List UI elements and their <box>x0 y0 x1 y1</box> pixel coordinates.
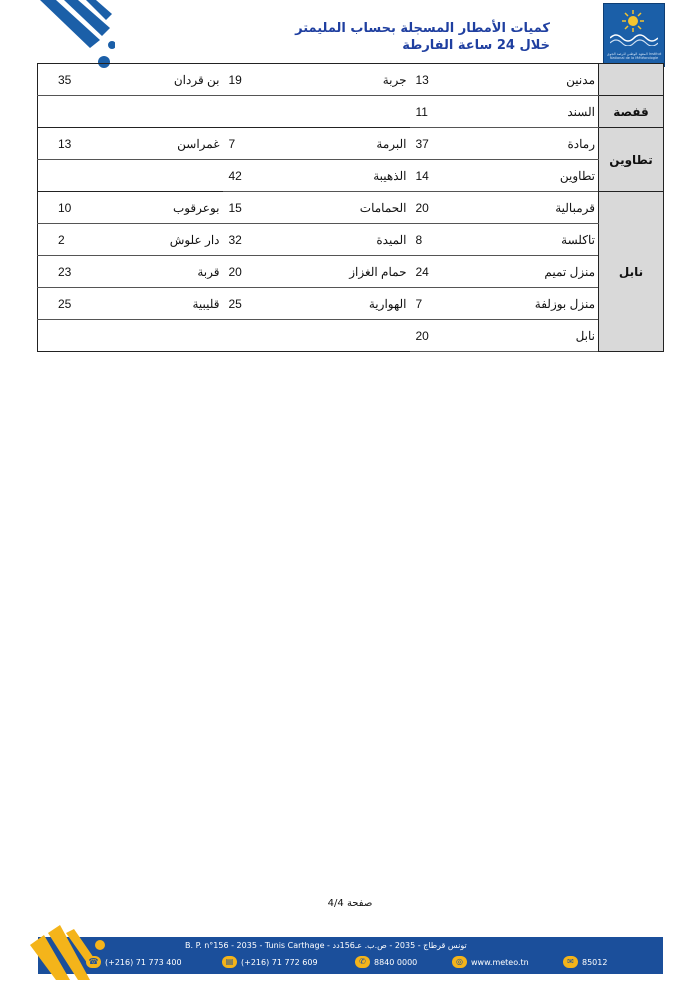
waves-icon <box>610 32 658 46</box>
footer-fax <box>222 955 318 969</box>
station-name: قليبية <box>192 296 220 311</box>
rain-value-cell <box>38 96 78 128</box>
rain-value: 13 <box>415 72 429 87</box>
rain-value: 32 <box>228 232 242 247</box>
rain-value-cell <box>38 320 78 352</box>
logo-caption: المعهد الوطني للرصد الجوي Institut National de la Météorologie <box>606 52 662 60</box>
station-name: السند <box>567 104 595 119</box>
rain-value: 25 <box>228 296 242 311</box>
rain-value-cell <box>410 224 453 256</box>
region-cell: نابل <box>599 192 664 352</box>
rain-value-cell <box>38 288 78 320</box>
rain-value: 20 <box>228 264 242 279</box>
rain-value-cell <box>38 224 78 256</box>
station-name: حمام الغزاز <box>349 264 407 279</box>
rain-value-cell <box>223 192 265 224</box>
station-name-cell <box>265 64 410 96</box>
rain-value: 23 <box>58 264 72 279</box>
station-name: منزل بوزلفة <box>534 296 595 311</box>
sun-icon <box>622 10 644 32</box>
table-row <box>38 224 664 256</box>
rain-value: 11 <box>415 104 428 119</box>
rain-value-cell <box>410 160 453 192</box>
region-cell: تطاوين <box>599 128 664 192</box>
station-name-cell <box>453 256 599 288</box>
rain-value-cell <box>410 192 453 224</box>
footer-decorative-stripes <box>30 925 110 980</box>
sms-icon: ✉ <box>563 956 578 968</box>
station-name-cell <box>453 288 599 320</box>
station-name-cell <box>78 128 223 160</box>
station-name-cell <box>265 256 410 288</box>
rain-value-cell <box>223 96 265 128</box>
station-name-cell <box>453 224 599 256</box>
phone-icon: ☎ <box>86 956 101 968</box>
region-cell: قفصة <box>599 96 664 128</box>
table-row <box>38 192 664 224</box>
station-name-cell <box>78 256 223 288</box>
page-title <box>220 20 550 54</box>
station-name-cell <box>78 160 223 192</box>
sms-number: 85012 <box>582 957 608 967</box>
rain-value-cell <box>38 64 78 96</box>
table-row <box>38 128 664 160</box>
decorative-stripes-logo <box>30 0 115 70</box>
station-name-cell <box>265 192 410 224</box>
station-name: الحمامات <box>359 200 407 215</box>
station-name: البرمة <box>376 136 407 151</box>
rain-value-cell <box>223 160 265 192</box>
rain-value-cell <box>38 128 78 160</box>
station-name: بوعرقوب <box>172 200 220 215</box>
rain-value-cell <box>410 128 453 160</box>
footer-phone <box>86 955 182 969</box>
station-name: بن قردان <box>173 72 220 87</box>
globe-icon: ◎ <box>452 956 467 968</box>
station-name: جربة <box>382 72 407 87</box>
rain-value: 13 <box>58 136 72 151</box>
station-name-cell <box>78 192 223 224</box>
rain-value-cell <box>223 288 265 320</box>
rain-value: 7 <box>415 296 423 311</box>
rain-value: 14 <box>415 168 429 183</box>
station-name-cell <box>265 128 410 160</box>
station-name-cell <box>453 96 599 128</box>
station-name-cell <box>78 320 223 352</box>
rain-value-cell <box>410 320 453 352</box>
rain-value-cell <box>410 64 453 96</box>
rain-value-cell <box>38 192 78 224</box>
table-row <box>38 160 664 192</box>
station-name-cell <box>265 224 410 256</box>
station-name: تطاوين <box>559 168 595 183</box>
rain-value: 25 <box>58 296 72 311</box>
station-name: غمراسن <box>177 136 220 151</box>
station-name-cell <box>78 96 223 128</box>
station-name-cell <box>265 288 410 320</box>
footer-sms <box>563 955 607 969</box>
station-name-cell <box>265 160 410 192</box>
rain-value: 10 <box>58 200 72 215</box>
rain-value: 19 <box>228 72 242 87</box>
rain-value: 42 <box>228 168 242 183</box>
rain-value: 37 <box>415 136 429 151</box>
station-name-cell <box>265 320 410 352</box>
rain-value-cell <box>38 160 78 192</box>
station-name-cell <box>78 288 223 320</box>
institute-logo <box>603 3 665 67</box>
rain-value-cell <box>223 224 265 256</box>
station-name: دار علوش <box>169 232 220 247</box>
footer-green-number <box>355 955 417 969</box>
title-line-2: خلال 24 ساعة الفارطة <box>402 38 550 53</box>
table-row <box>38 256 664 288</box>
rain-value-cell <box>38 256 78 288</box>
rain-value: 2 <box>58 232 65 247</box>
footer-website[interactable] <box>452 955 529 969</box>
station-name-cell <box>453 160 599 192</box>
station-name: نابل <box>575 328 595 343</box>
rain-value-cell <box>410 96 453 128</box>
rain-value-cell <box>410 288 453 320</box>
fax-icon: ▤ <box>222 956 237 968</box>
rain-value-cell <box>410 256 453 288</box>
station-name-cell <box>265 96 410 128</box>
rain-value-cell <box>223 320 265 352</box>
rain-value: 8 <box>415 232 423 247</box>
rain-value-cell <box>223 64 265 96</box>
rain-value-cell <box>223 128 265 160</box>
rain-value: 20 <box>415 200 429 215</box>
station-name-cell <box>78 224 223 256</box>
station-name: تاكلسة <box>561 232 595 247</box>
station-name-cell <box>453 128 599 160</box>
station-name-cell <box>453 320 599 352</box>
station-name: الهوارية <box>368 296 407 311</box>
station-name: رمادة <box>567 136 595 151</box>
station-name: الميدة <box>376 232 407 247</box>
station-name-cell <box>78 64 223 96</box>
handset-icon: ✆ <box>355 956 370 968</box>
station-name: مدنين <box>566 72 595 87</box>
phone-number: (+216) 71 773 400 <box>105 957 182 967</box>
website-link[interactable]: www.meteo.tn <box>471 957 529 967</box>
station-name: منزل تميم <box>544 264 595 279</box>
table-row <box>38 320 664 352</box>
rain-value-cell <box>223 256 265 288</box>
rain-value: 24 <box>415 264 429 279</box>
rain-value: 15 <box>228 200 242 215</box>
region-cell <box>599 64 664 96</box>
table-row <box>38 64 664 96</box>
station-name: قربة <box>197 264 220 279</box>
green-number: 8840 0000 <box>374 957 418 967</box>
station-name-cell <box>453 192 599 224</box>
rain-value: 20 <box>415 328 429 343</box>
rainfall-table <box>37 63 664 352</box>
rain-value: 35 <box>58 72 72 87</box>
station-name: قرمبالية <box>555 200 595 215</box>
table-row <box>38 96 664 128</box>
title-line-1: كميات الأمطار المسجلة بحساب المليمتر <box>295 21 550 36</box>
rain-value: 7 <box>228 136 236 151</box>
station-name-cell <box>453 64 599 96</box>
station-name: الذهيبة <box>373 168 407 183</box>
table-row <box>38 288 664 320</box>
footer-address: B. P. n°156 - 2035 - Tunis Carthage - تونس قرطاج - 2035 - ص.ب. عـ156دد <box>185 941 467 950</box>
fax-number: (+216) 71 772 609 <box>241 957 318 967</box>
page-number: صفحة 4/4 <box>327 898 373 909</box>
